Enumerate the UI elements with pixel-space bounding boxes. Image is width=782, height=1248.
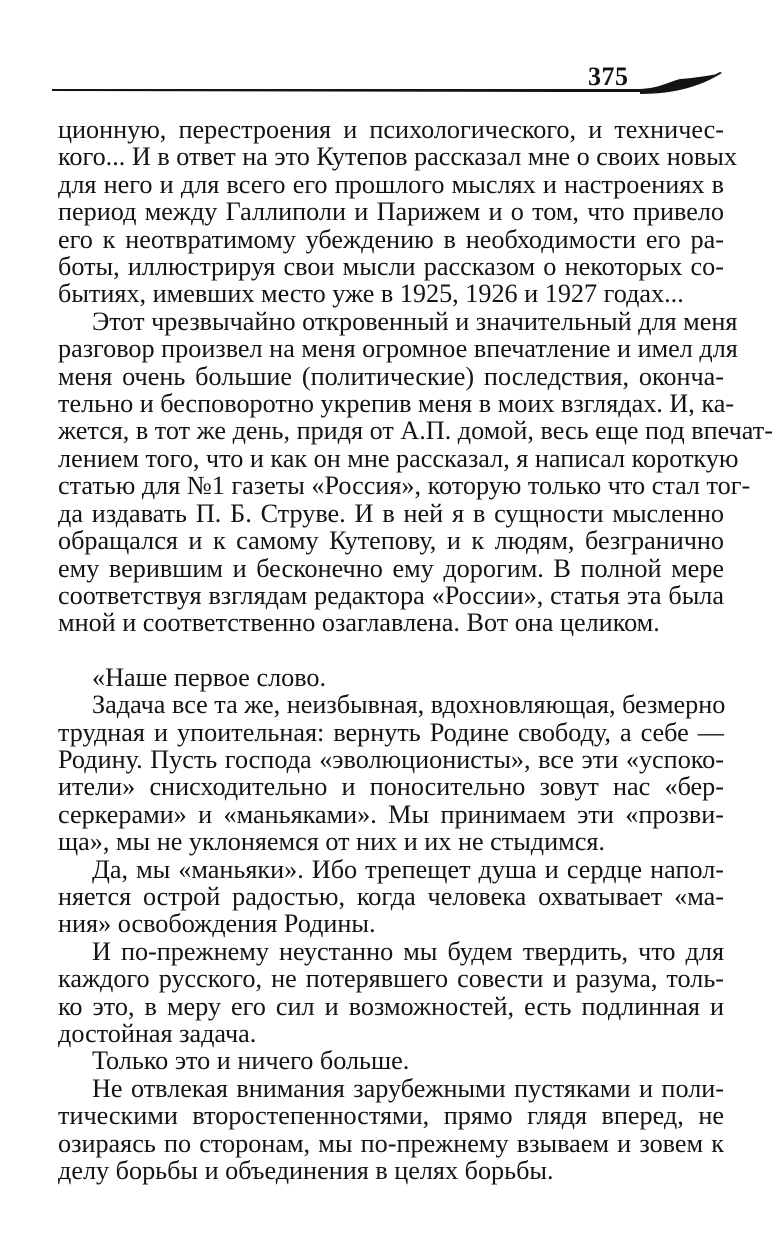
text-line: достойная задача. — [58, 1019, 257, 1048]
text-line: лением того, что и как он мне рассказал, я написал короткую — [58, 443, 739, 473]
text-line: няется острой радостью, когда человека охватывает «ма- — [58, 881, 724, 911]
text-line: Только это и ничего больше. — [92, 1046, 410, 1076]
paragraph-6 — [58, 1047, 724, 1074]
text-line: ители» снисходительно и поносительно зовут нас «бер- — [58, 772, 724, 802]
text-line: статью для №1 газеты «Россия», которую только что стал тог- — [58, 471, 751, 501]
text-line: меня очень большие (политические) последствия, оконча- — [58, 361, 724, 391]
header-rule — [0, 0, 782, 110]
text-line: его к неотвратимому убеждению в необходимости его ра- — [58, 224, 724, 254]
text-line: делу борьбы и объединения в целях борьбы. — [58, 1156, 554, 1186]
text-line: да издавать П. Б. Струве. И в ней я в сущности мысленно — [58, 498, 724, 528]
paragraph-2 — [58, 306, 773, 638]
text-line: серкерами» и «маньяками». Мы принимаем эти «прозви- — [58, 799, 724, 829]
text-line: боты, иллюстрируя свои мысли рассказом о некоторых со- — [58, 252, 724, 282]
text-line: мной и соответственно озаглавлена. Вот она целиком. — [58, 608, 660, 638]
text-line: «Наше первое слово. — [92, 662, 327, 692]
text-line: Родину. Пусть господа «эволюционисты», все эти «успоко- — [58, 744, 724, 774]
paragraph-5 — [58, 938, 724, 1048]
text-line: Задача все та же, неизбывная, вдохновляющая, безмерно — [92, 690, 726, 720]
page-number: 375 — [588, 62, 629, 91]
paragraph-3 — [58, 691, 724, 855]
text-line: жется, в тот же день, придя от А.П. домой, весь еще под впечат- — [58, 416, 773, 446]
text-line: Этот чрезвычайно откровенный и значительный для меня — [92, 306, 738, 336]
article-title — [58, 664, 724, 691]
text-line: Не отвлекая внимания зарубежными пустяками и поли- — [92, 1073, 724, 1103]
paragraph-4 — [58, 856, 724, 938]
text-line: тельно и бесповоротно укрепив меня в моих взглядах. И, ка- — [58, 389, 735, 419]
text-line: период между Галлиполи и Парижем и о том, что привело — [58, 197, 724, 227]
text-line: соответствуя взглядам редактора «России», статья эта была — [58, 580, 724, 610]
text-line: кого... И в ответ на это Кутепов рассказал мне о своих новых — [58, 142, 737, 172]
text-line: ния» освобождения Родины. — [58, 909, 376, 939]
text-line: каждого русского, не потерявшего совести и разума, толь- — [58, 964, 724, 994]
text-line: И по-прежнему неустанно мы будем твердить, что для — [92, 936, 724, 966]
paragraph-1 — [58, 115, 737, 309]
paragraph-7 — [58, 1075, 724, 1185]
text-line: ща», мы не уклоняемся от них и их не стыдимся. — [58, 827, 605, 857]
text-line: ко это, в меру его сил и возможностей, есть подлинная и — [58, 991, 724, 1021]
text-line: разговор произвел на меня огромное впечатление и имел для — [58, 334, 738, 364]
text-line: бытиях, имевших место уже в 1925, 1926 и 1927 годах... — [58, 279, 684, 309]
text-line: ему верившим и бесконечно ему дорогим. В полной мере — [58, 553, 724, 583]
text-line: трудная и упоительная: вернуть Родине свободу, а себе — — [58, 717, 724, 747]
text-line: тическими второстепенностями, прямо глядя вперед, не — [58, 1101, 724, 1131]
body-text — [58, 115, 773, 1186]
text-line: Да, мы «маньяки». Ибо трепещет душа и сердце напол- — [92, 854, 724, 884]
paragraph-gap — [58, 637, 724, 664]
text-line: озираясь по сторонам, мы по-прежнему взываем и зовем к — [58, 1128, 724, 1158]
text-line: ционную, перестроения и психологического, и техничес- — [58, 115, 724, 144]
text-line: для него и для всего его прошлого мыслях и настроениях в — [58, 169, 724, 199]
text-line: обращался и к самому Кутепову, и к людям, безгранично — [58, 526, 724, 556]
